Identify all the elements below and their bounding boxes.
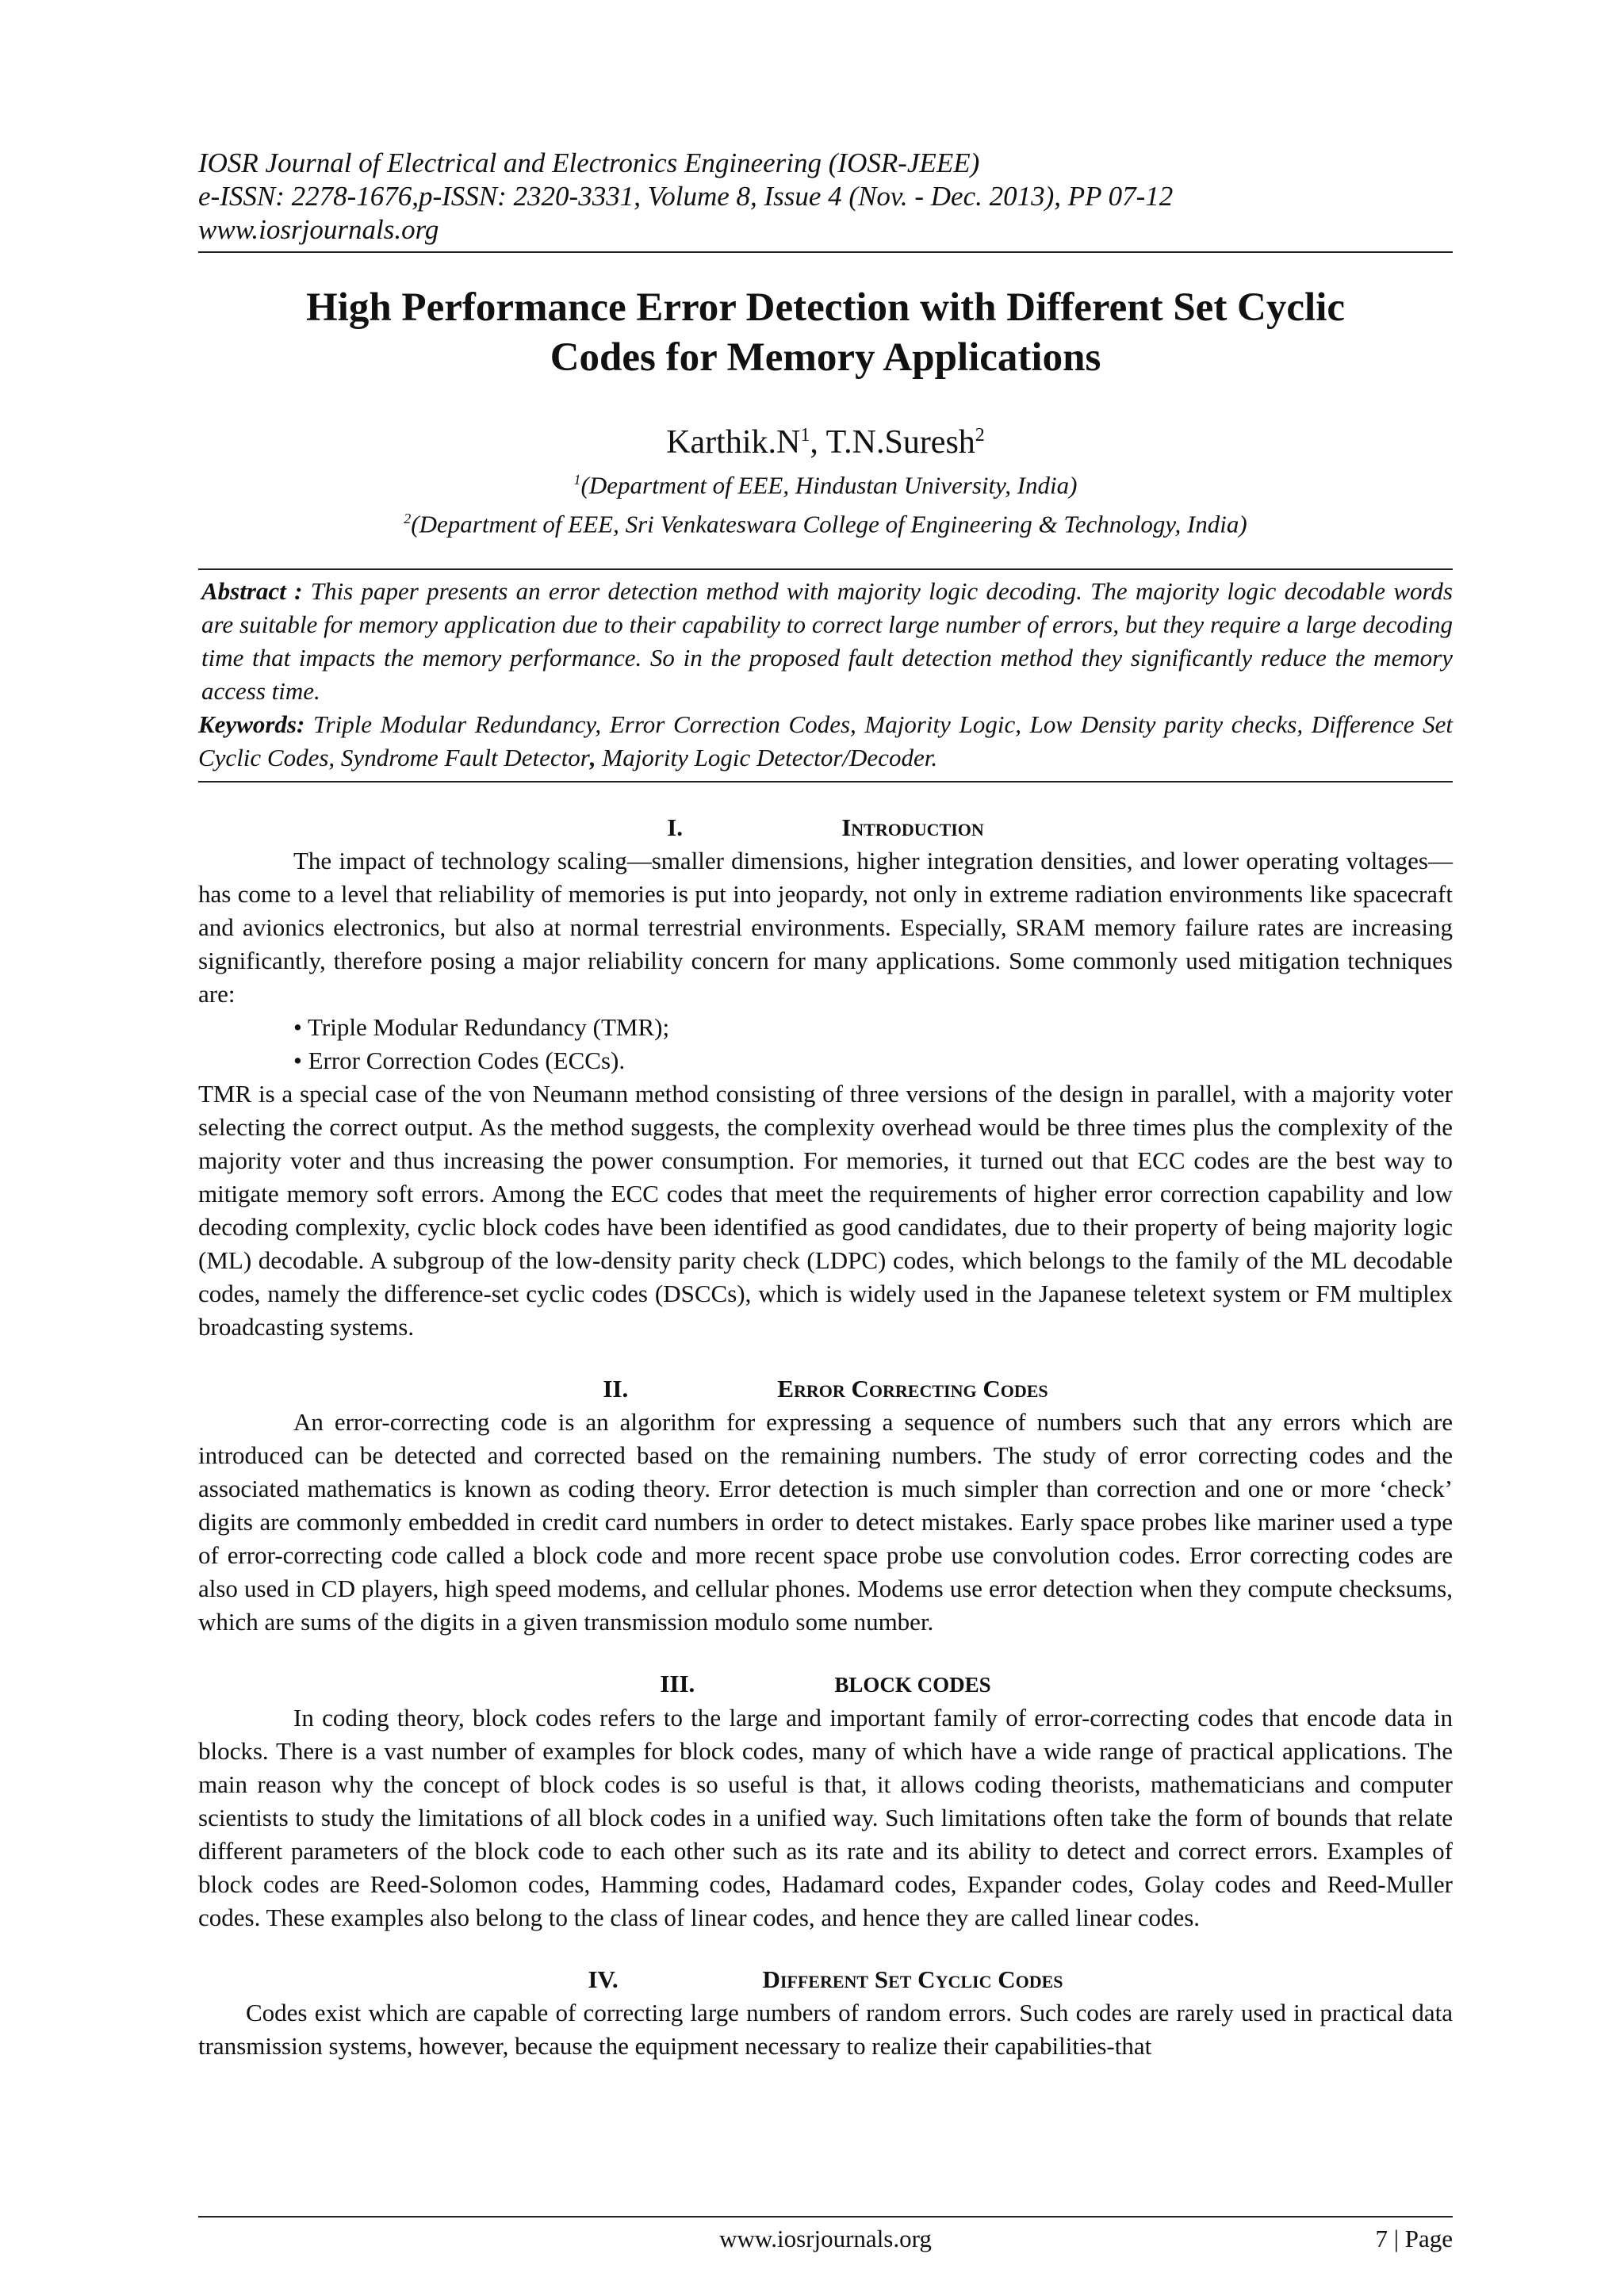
- affiliation-2: [198, 502, 1453, 541]
- affiliation-2-sup: 2: [404, 511, 412, 527]
- intro-paragraph-2: TMR is a special case of the von Neumann method consisting of three versions of the design in parallel, with a majority voter selecting the correct output. As the method suggests, the complexity overhead would be three times plus the complexity of the majority voter and thus increasing the power consumption. For memories, it turned out that ECC codes are the best way to mitigate memory soft errors. Among the ECC codes that meet the requirements of higher error correction capability and low decoding complexity, cyclic block codes have been identified as good candidates, due to their property of being majority logic (ML) decodable. A subgroup of the low-density parity check (LDPC) codes, which belongs to the family of the ML decodable codes, namely the difference-set cyclic codes (DSCCs), which is widely used in the Japanese teletext system or FM multiplex broadcasting systems.: [198, 1079, 1453, 1341]
- keywords: [198, 708, 1453, 775]
- title-line-1: High Performance Error Detection with Different Set Cyclic: [305, 285, 1345, 330]
- section-heading-introduction: [198, 811, 1453, 844]
- intro-paragraph-1: The impact of technology scaling—smaller dimensions, higher integration densities, and lower operating voltages—has come to a level that reliability of memories is put into jeopardy, not only in extreme radiation environments like spacecraft and avionics electronics, but also at normal terrestrial environments. Especially, SRAM memory failure rates are increasing significantly, therefore posing a major reliability concern for many applications. Some commonly used mitigation techniques are:: [198, 846, 1453, 1008]
- author-1-sup: 1: [800, 425, 810, 446]
- author-separator: ,: [810, 424, 826, 461]
- journal-url[interactable]: www.iosrjournals.org: [198, 214, 439, 245]
- author-2: T.N.Suresh: [825, 424, 975, 461]
- keywords-label: Keywords:: [198, 710, 305, 738]
- journal-name: IOSR Journal of Electrical and Electronics Engineering (IOSR-JEEE): [198, 147, 980, 178]
- journal-header: [198, 147, 1453, 253]
- author-1: Karthik.N: [666, 424, 801, 461]
- footer-url[interactable]: www.iosrjournals.org: [719, 2225, 932, 2252]
- footer-divider: [198, 2216, 1453, 2218]
- abstract-label: Abstract :: [201, 576, 303, 605]
- ecc-paragraph: An error-correcting code is an algorithm for expressing a sequence of numbers such that any errors which are introduced can be detected and corrected based on the remaining numbers. The study of error correcting codes and the associated mathematics is known as coding theory. Error detection is much simpler than correction and one or more ‘check’ digits are commonly embedded in credit card numbers in order to detect mistakes. Early space probes like mariner used a type of error-correcting code called a block code and more recent space probe use convolution codes. Error correcting codes are also used in CD players, high speed modems, and cellular phones. Modems use error detection when they compute checksums, which are sums of the digits in a given transmission modulo some number.: [198, 1407, 1453, 1636]
- authors: [198, 415, 1453, 463]
- keywords-comma: ,: [589, 743, 596, 771]
- page-footer: [198, 2216, 1453, 2257]
- block-codes-paragraph: In coding theory, block codes refers to the large and important family of error-correcting codes that encode data in blocks. There is a vast number of examples for block codes, many of which have a wide range of practical applications. The main reason why the concept of block codes is so useful is that, it allows coding theorists, mathematicians and computer scientists to study the limitations of all block codes in a unified way. Such limitations often take the form of bounds that relate different parameters of the block code to each other such as its rate and its ability to detect and correct errors. Examples of block codes are Reed-Solomon codes, Hamming codes, Hadamard codes, Expander codes, Golay codes and Reed-Muller codes. These examples also belong to the class of linear codes, and hence they are called linear codes.: [198, 1703, 1453, 1931]
- section-number: III.: [660, 1669, 695, 1697]
- section-title: Introduction: [841, 813, 984, 841]
- mitigation-list: [198, 1011, 1453, 1077]
- page: [198, 147, 1453, 2063]
- abstract: [198, 575, 1453, 708]
- header-divider: [198, 251, 1453, 253]
- keywords-text-1: Triple Modular Redundancy, Error Correction Codes, Majority Logic, Low Density parity checks, Difference Set Cyclic Codes, Syndrome Fault Detector: [198, 710, 1453, 771]
- section-title: Error Correcting Codes: [777, 1374, 1048, 1402]
- dscc-paragraph: Codes exist which are capable of correcting large numbers of random errors. Such codes are rarely used in practical data transmission systems, however, because the equipment necessary to realize their capabilities-that: [198, 1998, 1453, 2060]
- footer-row: [198, 2222, 1453, 2257]
- section-number: IV.: [588, 1965, 619, 1993]
- author-2-sup: 2: [975, 425, 985, 446]
- section-heading-different-set-cyclic-codes: [198, 1963, 1453, 1996]
- section-heading-block-codes: [198, 1667, 1453, 1701]
- affiliation-1-sup: 1: [573, 472, 581, 488]
- abstract-block: [198, 568, 1453, 783]
- page-number: 7 | Page: [1375, 2225, 1453, 2252]
- list-item: • Error Correction Codes (ECCs).: [293, 1046, 626, 1074]
- affiliation-2-text: (Department of EEE, Sri Venkateswara College of Engineering & Technology, India): [411, 510, 1247, 538]
- affiliation-1: [198, 463, 1453, 502]
- abstract-text: This paper presents an error detection method with majority logic decoding. The majority logic decodable words are suitable for memory application due to their capability to correct large number of errors, but they require a large decoding time that impacts the memory performance. So in the proposed fault detection method they significantly reduce the memory access time.: [201, 576, 1453, 705]
- section-number: I.: [667, 813, 684, 841]
- journal-issn: e-ISSN: 2278-1676,p-ISSN: 2320-3331, Volume 8, Issue 4 (Nov. - Dec. 2013), PP 07-12: [198, 181, 1174, 212]
- affiliation-1-text: (Department of EEE, Hindustan University, India): [580, 471, 1078, 499]
- section-heading-error-correcting-codes: [198, 1372, 1453, 1406]
- keywords-text-2: Majority Logic Detector/Decoder.: [596, 743, 938, 771]
- paper-title: [198, 283, 1453, 383]
- list-item: • Triple Modular Redundancy (TMR);: [293, 1012, 670, 1041]
- section-title: BLOCK CODES: [834, 1672, 991, 1697]
- title-line-2: Codes for Memory Applications: [550, 335, 1101, 380]
- section-title: Different Set Cyclic Codes: [762, 1965, 1063, 1993]
- section-number: II.: [603, 1374, 629, 1402]
